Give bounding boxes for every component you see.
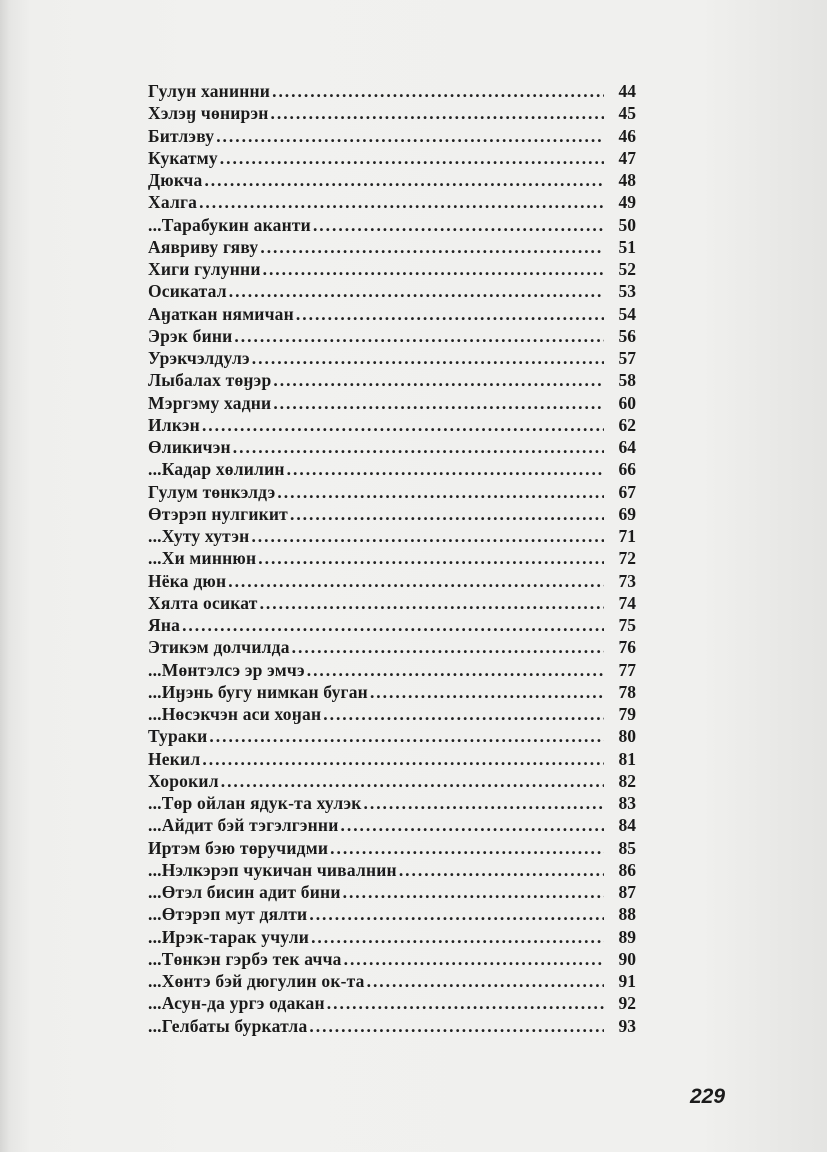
dot-leader [216, 125, 604, 147]
toc-entry-title: Тураки [148, 726, 208, 747]
dot-leader [330, 837, 604, 859]
toc-entry [148, 926, 636, 948]
toc-entry-page: 93 [618, 1015, 636, 1036]
toc-entry-title: ...Нөсэкчэн аси хоӈан [148, 704, 322, 724]
toc-entry-title: Аӈаткан нямичан [148, 303, 294, 324]
dot-leader [370, 681, 604, 703]
dot-leader [272, 80, 604, 102]
dot-leader [229, 280, 604, 302]
toc-entry [148, 948, 636, 970]
toc-entry-page: 79 [618, 704, 636, 724]
toc-entry [148, 659, 636, 681]
dot-leader [311, 926, 604, 948]
toc-entry-page: 82 [618, 770, 636, 791]
toc-entry-page: 87 [618, 882, 636, 902]
dot-leader [343, 881, 604, 903]
toc-entry-page: 45 [618, 103, 636, 124]
toc-entry-title: Нёка дюн [148, 570, 227, 591]
toc-entry [148, 236, 636, 258]
dot-leader [260, 592, 604, 614]
toc-entry-page: 62 [618, 414, 636, 435]
toc-entry-page: 46 [618, 125, 636, 146]
toc-entry-page: 88 [618, 904, 636, 925]
toc-entry-page: 86 [618, 859, 636, 880]
toc-entry [148, 214, 636, 236]
toc-entry [148, 458, 636, 480]
toc-entry-title: Иртэм бэю төручидми [148, 837, 329, 858]
toc-entry [148, 325, 636, 347]
toc-entry-title: Хэлэӈ чөнирэн [148, 103, 269, 124]
toc-entry-title: Өликичэн [148, 437, 231, 457]
toc-entry-page: 83 [618, 793, 636, 813]
toc-entry [148, 636, 636, 658]
dot-leader [204, 169, 604, 191]
toc-entry-page: 89 [618, 926, 636, 947]
toc-entry-page: 84 [618, 815, 636, 836]
toc-entry [148, 303, 636, 325]
toc-entry [148, 525, 636, 547]
toc-entry-title: Этикэм долчилда [148, 637, 290, 658]
toc-entry-page: 56 [618, 325, 636, 346]
toc-entry-title: ...Хөнтэ бэй дюгулин ок-та [148, 971, 365, 991]
toc-entry-page: 76 [618, 637, 636, 658]
toc-entry [148, 280, 636, 302]
toc-entry-page: 49 [618, 192, 636, 213]
dot-leader [367, 970, 604, 992]
toc-entry-page: 47 [618, 147, 636, 168]
toc-entry [148, 903, 636, 925]
toc-entry-title: Некил [148, 748, 201, 769]
toc-entry-page: 57 [618, 348, 636, 368]
toc-entry-title: ...Тарабукин аканти [148, 214, 311, 235]
dot-leader [290, 503, 604, 525]
toc-entry-title: ...Төр ойлан ядук-та хулэк [148, 793, 362, 813]
dot-leader [307, 659, 604, 681]
toc-entry-title: Дюкча [148, 170, 203, 190]
toc-entry-page: 48 [618, 170, 636, 190]
toc-entry-page: 44 [618, 81, 636, 101]
page-number: 229 [690, 1085, 726, 1108]
toc-entry-page: 85 [618, 837, 636, 858]
dot-leader [221, 770, 604, 792]
toc-entry [148, 814, 636, 836]
toc-entry-title: ...Кадар хөлилин [148, 459, 285, 480]
dot-leader [271, 102, 605, 124]
toc-entry-page: 52 [618, 259, 636, 279]
toc-entry [148, 570, 636, 592]
dot-leader [296, 303, 604, 325]
toc-entry [148, 703, 636, 725]
dot-leader [182, 614, 604, 636]
toc-entry-title: ...Хуту хутэн [148, 526, 250, 546]
dot-leader [202, 414, 604, 436]
dot-leader [309, 903, 604, 925]
table-of-contents [148, 80, 636, 1037]
toc-entry-title: ...Мөнтэлсэ эр эмчэ [148, 659, 305, 680]
toc-entry-page: 90 [618, 948, 636, 969]
toc-entry [148, 592, 636, 614]
toc-entry-title: Аявриву гяву [148, 236, 259, 257]
dot-leader [273, 392, 604, 414]
toc-entry-title: ...Хи миннюн [148, 548, 257, 569]
toc-entry [148, 837, 636, 859]
toc-entry [148, 392, 636, 414]
dot-leader [341, 814, 605, 836]
toc-entry-page: 78 [618, 681, 636, 702]
toc-entry-title: ...Өтэрэп мут дялти [148, 904, 308, 925]
toc-entry-title: ...Төнкэн гэрбэ тек ачча [148, 948, 342, 969]
toc-entry [148, 970, 636, 992]
dot-leader [234, 325, 604, 347]
toc-entry [148, 169, 636, 191]
dot-leader [263, 258, 604, 280]
toc-entry-title: Өтэрэп нулгикит [148, 503, 288, 524]
dot-leader [220, 147, 604, 169]
dot-leader [251, 525, 604, 547]
toc-entry-title: Халга [148, 192, 198, 213]
toc-entry-page: 74 [618, 592, 636, 613]
toc-entry [148, 725, 636, 747]
toc-entry [148, 681, 636, 703]
toc-entry-page: 80 [618, 726, 636, 747]
dot-leader [258, 547, 604, 569]
toc-entry-page: 54 [618, 303, 636, 324]
toc-entry-title: ...Өтэл бисин адит бини [148, 882, 341, 902]
dot-leader [273, 369, 604, 391]
dot-leader [202, 748, 604, 770]
toc-entry [148, 102, 636, 124]
toc-entry-title: Лыбалах төӈэр [148, 370, 272, 391]
toc-entry-page: 92 [618, 993, 636, 1014]
dot-leader [364, 792, 605, 814]
dot-leader [252, 347, 604, 369]
dot-leader [323, 703, 604, 725]
toc-entry-page: 60 [618, 392, 636, 413]
toc-entry [148, 614, 636, 636]
toc-entry-title: Хялта осикат [148, 592, 258, 613]
toc-entry-title: Мэргэму хадни [148, 392, 272, 413]
dot-leader [292, 636, 604, 658]
toc-entry-title: Эрэк бини [148, 325, 233, 346]
toc-entry [148, 547, 636, 569]
toc-entry [148, 80, 636, 102]
toc-entry [148, 125, 636, 147]
toc-entry-title: Битлэву [148, 125, 215, 146]
toc-entry [148, 881, 636, 903]
toc-entry-title: ...Ирэк-тарак учули [148, 926, 310, 947]
toc-entry-title: Гулум төнкэлдэ [148, 481, 276, 502]
dot-leader [260, 236, 604, 258]
toc-entry-title: ...Асун-да ургэ одакан [148, 993, 325, 1014]
toc-entry-title: ...Нэлкэрэп чукичан чивалнин [148, 859, 397, 880]
toc-entry-page: 67 [618, 481, 636, 502]
toc-entry [148, 503, 636, 525]
toc-entry-title: Гулун ханинни [148, 81, 271, 101]
toc-entry-page: 66 [618, 459, 636, 480]
dot-leader [313, 214, 604, 236]
toc-entry-page: 64 [618, 437, 636, 457]
toc-entry [148, 258, 636, 280]
dot-leader [233, 436, 604, 458]
dot-leader [309, 1015, 604, 1037]
toc-entry-page: 58 [618, 370, 636, 391]
dot-leader [277, 481, 604, 503]
toc-entry-page: 72 [618, 548, 636, 569]
toc-entry [148, 770, 636, 792]
toc-entry [148, 147, 636, 169]
toc-entry-page: 71 [618, 526, 636, 546]
dot-leader [209, 725, 604, 747]
toc-entry-title: Хиги гулунни [148, 259, 261, 279]
toc-entry-title: Осикатал [148, 281, 227, 302]
toc-entry [148, 347, 636, 369]
toc-entry-title: Яна [148, 615, 181, 635]
toc-entry [148, 748, 636, 770]
dot-leader [228, 570, 604, 592]
toc-entry-title: Илкэн [148, 414, 200, 435]
toc-entry-page: 51 [618, 236, 636, 257]
dot-leader [287, 458, 604, 480]
toc-entry [148, 859, 636, 881]
dot-leader [399, 859, 604, 881]
toc-entry-title: ...Айдит бэй тэгэлгэнни [148, 815, 339, 836]
toc-entry-title: ...Иӈэнь бугу нимкан буган [148, 681, 368, 702]
toc-entry [148, 414, 636, 436]
toc-entry [148, 436, 636, 458]
dot-leader [327, 992, 604, 1014]
toc-entry [148, 369, 636, 391]
toc-entry-page: 50 [618, 214, 636, 235]
toc-entry-page: 73 [618, 570, 636, 591]
toc-entry [148, 191, 636, 213]
toc-entry-page: 77 [618, 659, 636, 680]
toc-entry-title: Кукатму [148, 147, 218, 168]
toc-entry-page: 91 [618, 971, 636, 991]
toc-entry-title: Урэкчэлдулэ [148, 348, 250, 368]
toc-entry [148, 1015, 636, 1037]
toc-entry [148, 481, 636, 503]
dot-leader [199, 191, 604, 213]
toc-entry-page: 81 [618, 748, 636, 769]
toc-entry-page: 75 [618, 615, 636, 635]
toc-entry [148, 792, 636, 814]
toc-entry-page: 69 [618, 503, 636, 524]
dot-leader [344, 948, 604, 970]
toc-entry [148, 992, 636, 1014]
toc-entry-title: ...Гелбаты буркатла [148, 1015, 308, 1036]
toc-entry-page: 53 [618, 281, 636, 302]
toc-entry-title: Хорокил [148, 770, 219, 791]
